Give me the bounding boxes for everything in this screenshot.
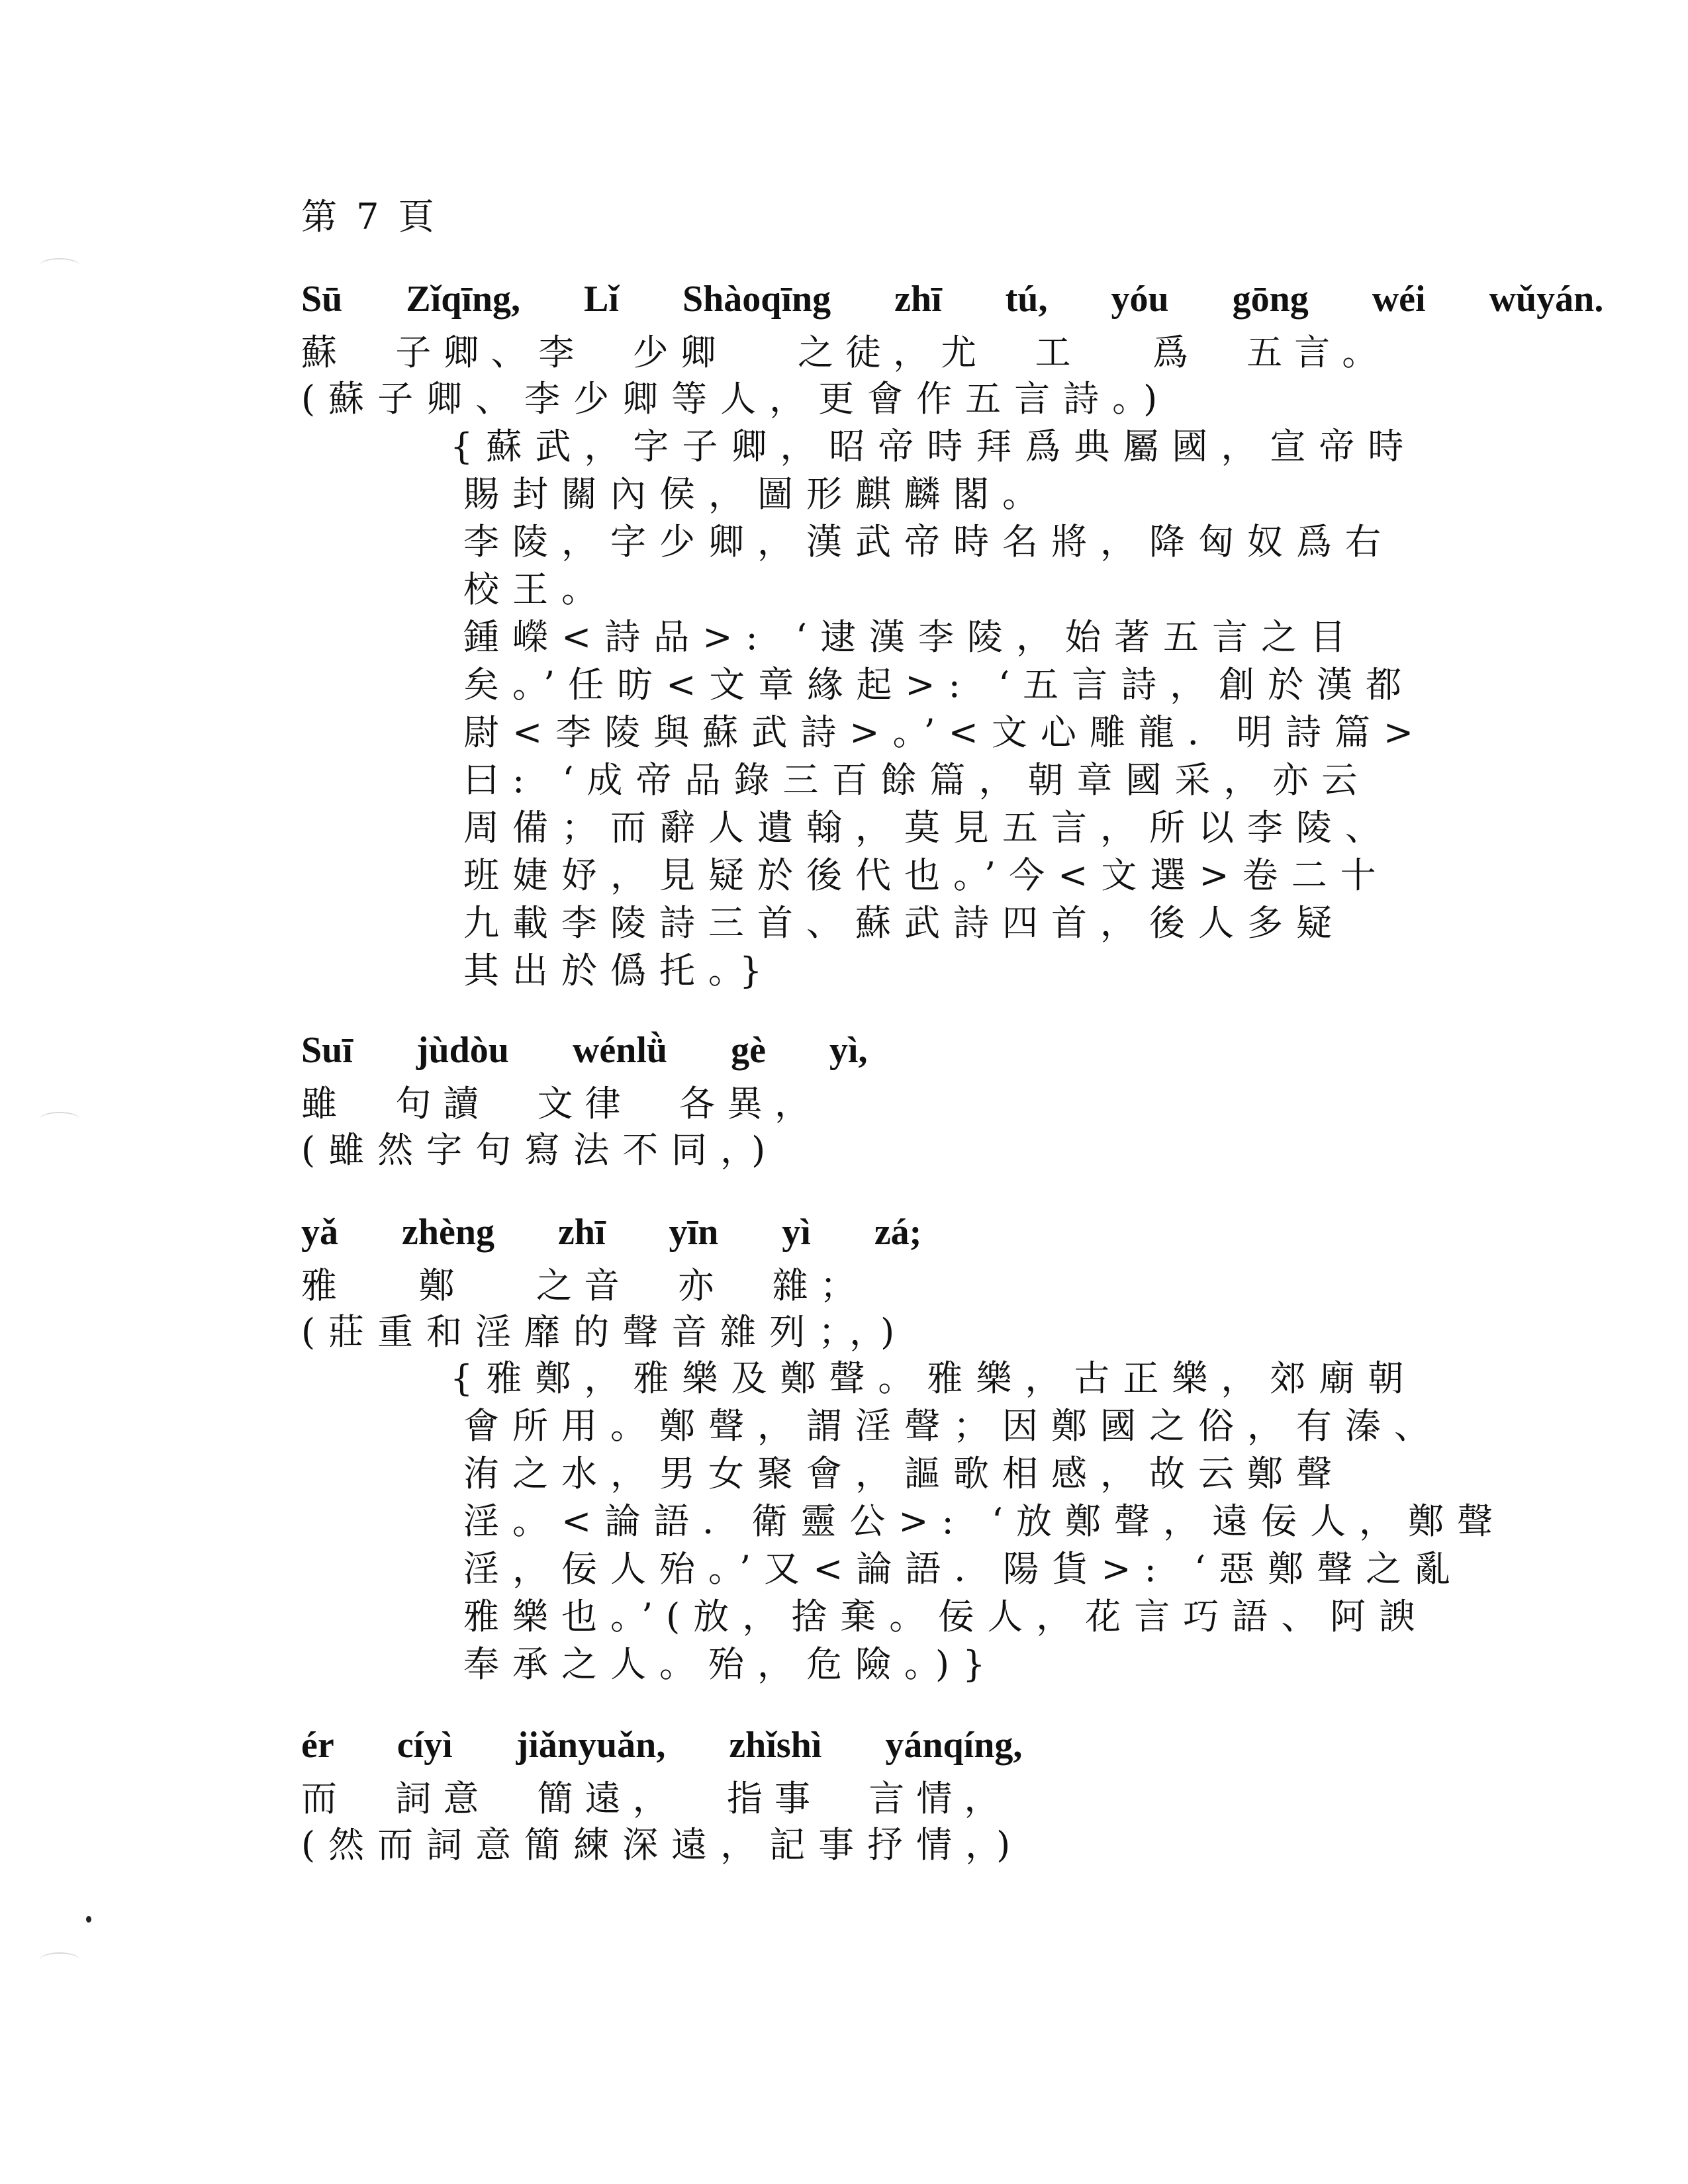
annotation-line: 其出於僞托。} [463,950,776,991]
punch-hole-mark [40,1952,79,1967]
annotation-line: 九載李陵詩三首、蘇武詩四首，後人多疑 [463,902,1345,944]
annotation-line: 班婕妤，見疑於後代也。’今<文選>卷二十 [463,854,1389,896]
punch-hole-mark [40,1112,79,1126]
hanzi-line: 雖 句讀 文律 各異， [301,1083,822,1124]
annotation-line: 雅樂也。’(放，捨棄。佞人，花言巧語、阿諛 [463,1596,1429,1637]
annotation-line: 尉<李陵與蘇武詩>。’<文心雕龍．明詩篇> [463,711,1427,753]
pinyin-line: Suī jùdòu wénlǜ gè yì, [301,1030,868,1071]
annotation-line: 鍾嶸<詩品>: ‘逮漢李陵，始著五言之目 [463,616,1360,658]
hanzi-line: 雅 鄭 之音 亦 雜； [301,1265,868,1306]
annotation-line: 周備；而辭人遺翰，莫見五言，所以李陵、 [463,807,1394,848]
annotation-line: 李陵，字少卿，漢武帝時名將，降匈奴爲右 [463,521,1394,563]
punch-hole-mark [40,258,79,273]
annotation-line: 洧之水，男女聚會，謳歌相感，故云鄭聲 [463,1453,1345,1494]
hanzi-line: 蘇 子卿、李 少卿 之徒，尤 工 爲 五言。 [301,332,1390,373]
translation-line: (蘇子卿、李少卿等人，更會作五言詩。) [301,378,1171,420]
annotation-line: 淫，佞人殆。’又<論語．陽貨>: ‘惡鄭聲之亂 [463,1548,1464,1590]
annotation-line: 奉承之人。殆，危險。)} [463,1643,999,1685]
pinyin-line: Sū Zǐqīng, Lǐ Shàoqīng zhī tú, yóu gōng wéi wǔyán. [301,279,1604,320]
hanzi-line: 而 詞意 簡遠， 指事 言情， [301,1778,1012,1819]
annotation-line: 淫。<論語．衛靈公>: ‘放鄭聲，遠佞人，鄭聲 [463,1500,1507,1542]
translation-line: (雖然字句寫法不同，) [301,1129,779,1171]
annotation-line: 校王。 [463,569,610,610]
translation-line: (然而詞意簡練深遠，記事抒情，) [301,1824,1024,1866]
annotation-line: 曰: ‘成帝品錄三百餘篇，朝章國采，亦云 [463,759,1371,801]
annotation-line: {雅鄭，雅樂及鄭聲。雅樂，古正樂，郊廟朝 [450,1357,1417,1399]
scan-dot-mark [86,1916,91,1923]
annotation-line: 賜封關內侯，圖形麒麟閣。 [463,473,1051,515]
annotation-line: {蘇武，字子卿，昭帝時拜爲典屬國，宣帝時 [450,426,1417,467]
pinyin-line: yǎ zhèng zhī yīn yì zá; [301,1212,922,1253]
page-number: 第 7 頁 [301,196,438,238]
pinyin-line: ér cíyì jiǎnyuǎn, zhǐshì yánqíng, [301,1725,1023,1766]
annotation-line: 會所用。鄭聲，謂淫聲；因鄭國之俗，有溱、 [463,1405,1443,1447]
translation-line: (莊重和淫靡的聲音雜列；，) [301,1311,908,1353]
annotation-line: 矣。’任昉<文章緣起>: ‘五言詩，創於漢都 [463,664,1415,705]
